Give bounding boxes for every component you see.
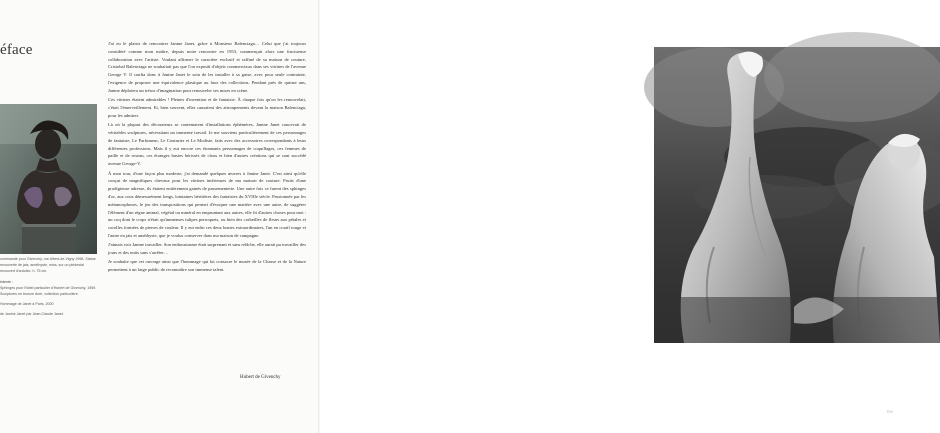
right-page: [320, 0, 894, 433]
page-title: éface: [0, 42, 33, 58]
sphinx-sculptures-photo: [654, 47, 940, 343]
page-folio: Ĕĕĕ: [887, 410, 894, 414]
sculpture-thumbnail-image: [0, 104, 97, 254]
author-signature: Hubert de Givenchy: [240, 375, 281, 380]
paragraph: Ces vitrines étaient admirables ! Pleines d'invention et de fantaisie. À chaque fois qu'on les renouvelait, c'était l'émerveillement. Et, bien souvent, elles causaient des attroupements devant la maison Balenciaga, pour les admirer.: [108, 97, 306, 118]
caption: de Janine Janet par Jean-Claude Janet.: [0, 312, 64, 317]
paragraph: J'aimais voir Janine travailler. Son enthousiasme était surprenant et sans relâche, elle aurait pu travailler des jours et des nuits sans s'arrêter…: [108, 242, 306, 256]
caption: commandé pour Givenchy, rue Alfred-de-Vigny 1958. Statue recouverte de jais, améthyste, mica, sur un piédestal recouvert d'ardoise. h. 75 cm.: [0, 257, 96, 274]
preface-body-text: [108, 40, 306, 276]
paragraph: J'ai eu le plaisir de rencontrer Janine Janet, grâce à Monsieur Balenciaga… Celui que j'ai toujours considéré comme mon maître, depuis notre rencontre en 1953, commençait alors une fructueuse collaboration avec l'artiste. Voulant affirmer le caractère exclusif et raffiné de sa maison de couture, Cristobal Balenciaga ne souhaitait pas que l'on exposât d'objets commerciaux dans ses vitrines de l'avenue George V. Il confia donc à Janine Janet le soin de les installer à sa guise, avec pour seule contrainte, l'exigence de proposer une équivalence plastique au luxe des collections. Pendant près de quinze ans, Janine déploiera un trésor d'imagination pour renouveler ses mises en scène.: [108, 41, 306, 93]
caption-title: édente :: [0, 279, 13, 284]
caption: Sphinges pour l'hôtel particulier d'Hubert de Givenchy, 1959. Sculptures en bronze doré, collection particulière.: [0, 285, 97, 297]
paragraph: Là où la plupart des décorateurs se contentaient d'installations éphémères, Janine Janet concevait de véritables sculptures, nécessitant un immense travail. Je me souviens particulièrement de ces personnages de fantaisie, Le Parfumeur, Le Couturier et Le Modiste, faits avec des accessoires correspondants à leurs différentes professions. Mais il y eut encore ces étonnants personnages de coquillages, ces femmes de paille et de roseau, ces étranges bustes hérissés de clous et bien d'autres créations qui se sont succédé avenue George-V.: [108, 122, 306, 167]
image-captions: [0, 256, 97, 322]
paragraph: Je souhaite que cet ouvrage ainsi que l'hommage qui lui consacre le musée de la Chasse et de la Nature permettent à un large public de reconnaître son immense talent.: [108, 259, 306, 273]
paragraph: À mon tour, d'une façon plus modeste, j'ai demandé quelques œuvres à Janine Janet. C'est ainsi qu'elle conçut de magnifiques chevaux pour les vitrines intérieures de ma maison de couture. Fruits d'une prodigieuse adresse, ils étaient entièrement gainés de passementerie. Une autre fois ce furent des sphinges d'or, aux cous démesurément longs, lointaines héritières des fantaisies du XVIIIe siècle. Passionnée par les métamorphoses, le jeu des transpositions qui permet d'évoquer une matière avec une autre, de suggérer l'élément d'un règne animal, végétal ou minéral en empruntant aux autres, elle fit d'autres choses pour moi : un coq dont le corps n'était qu'immenses tulipes perroquets, ou bien des corbeilles de fleurs aux pétales et corolles formées de pierres de couleur. Il y eut enfin ces deux bustes extraordinaires, l'un en corail rouge et l'autre en jais et améthyste, que je voulus conserver dans ma maison de campagne.: [108, 170, 306, 238]
left-page: [0, 0, 320, 433]
caption: Hommage de Janet à Paris, 2000: [0, 302, 54, 307]
